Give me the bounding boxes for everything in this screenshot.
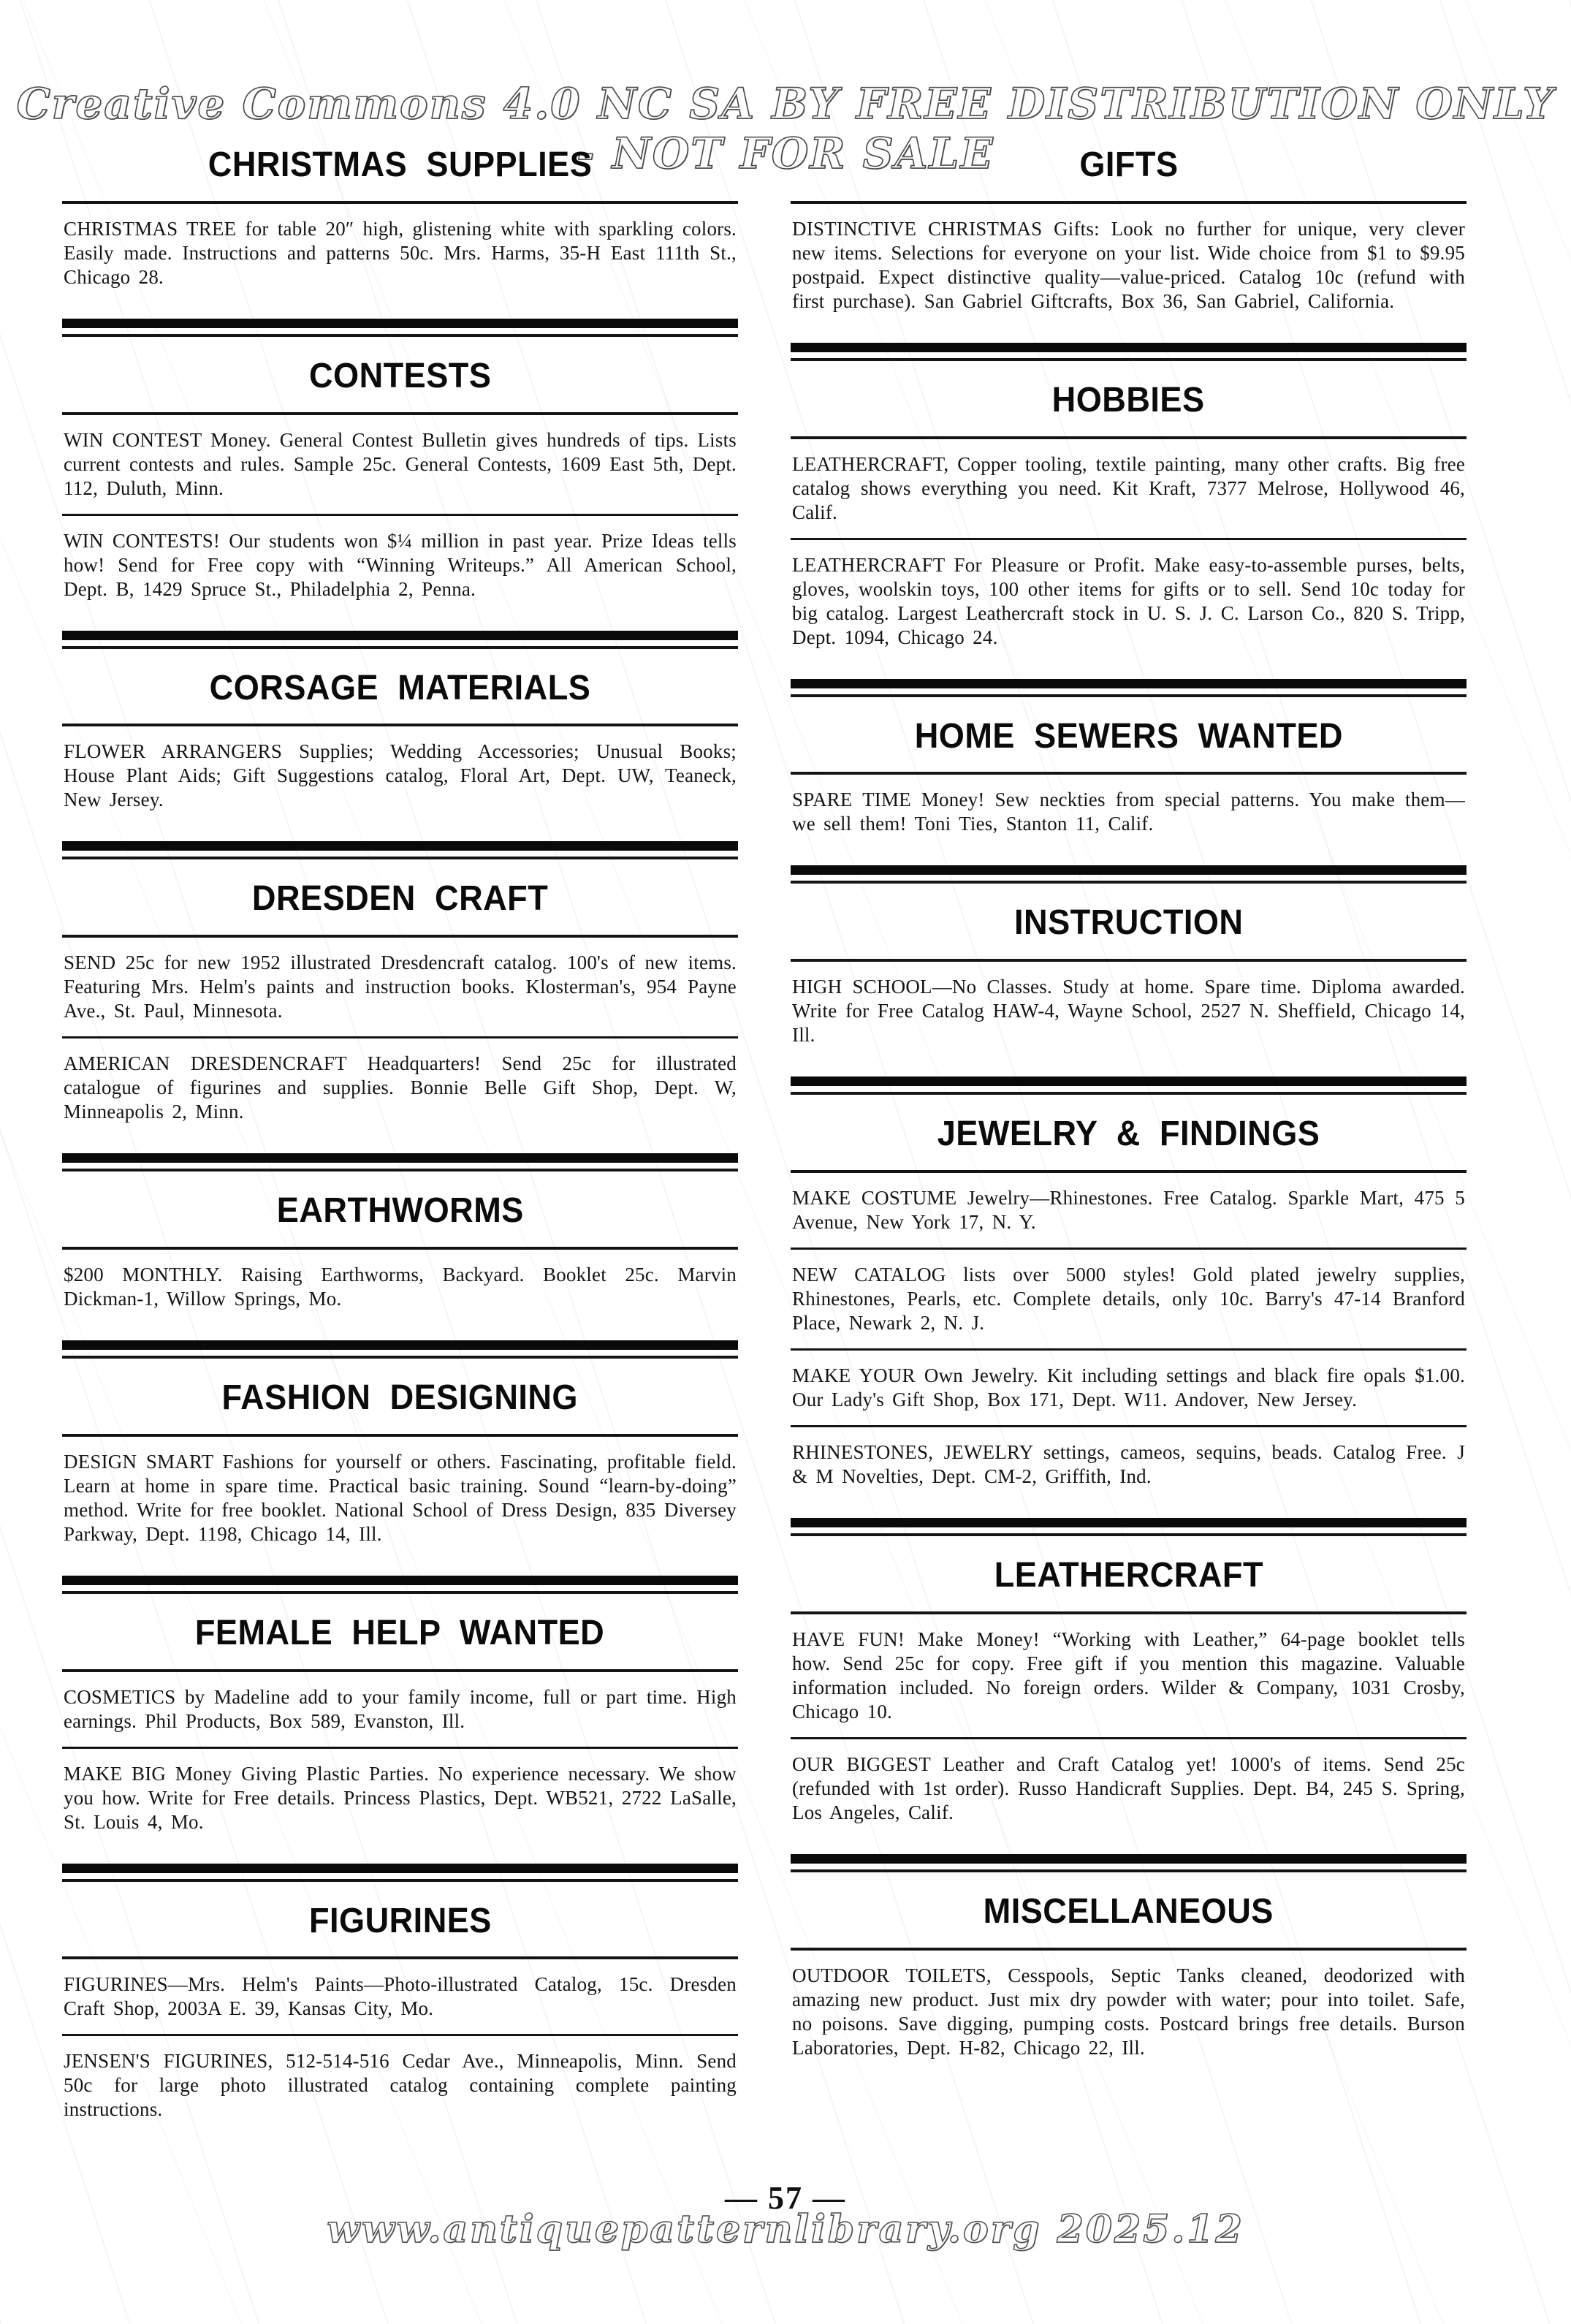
- divider-thin-rule: [62, 1169, 738, 1172]
- divider-thin-rule: [62, 646, 738, 649]
- section-title: FEMALE HELP WANTED: [195, 1613, 605, 1652]
- classified-section: [62, 841, 738, 1137]
- section-title: GIFTS: [1079, 145, 1179, 184]
- divider-thick-rule: [791, 1518, 1467, 1527]
- divider-thin-rule: [62, 857, 738, 859]
- section-divider: [791, 1076, 1467, 1095]
- classified-section: [791, 1518, 1467, 1838]
- ad-text: SPARE TIME Money! Sew neckties from special patterns. You make them—we sell them! Toni Ties, Stanton 11, Calif.: [792, 789, 1465, 835]
- divider-thick-rule: [791, 865, 1467, 875]
- ad-text: WIN CONTESTS! Our students won $¼ million in past year. Prize Ideas tells how! Send for Free copy with “Winning Writeups.” All American School, Dept. B, 1429 Spruce St., Philadelphia 2, Penna.: [62, 514, 738, 615]
- ad-list: [791, 775, 1467, 849]
- ad-text: FLOWER ARRANGERS Supplies; Wedding Accessories; Unusual Books; House Plant Aids; Gift Suggestions catalog, Floral Art, Dept. UW, Teaneck, New Jersey.: [64, 740, 737, 811]
- classified-section: [791, 679, 1467, 850]
- section-divider: [791, 1854, 1467, 1872]
- ad-list: [62, 204, 738, 303]
- ad-text: DISTINCTIVE CHRISTMAS Gifts: Look no further for unique, very clever new items. Selections for everyone on your list. Wide choice from $1 to $9.95 postpaid. Expect distinctive quality—value-priced. Catalog 10c (refund with first purchase). San Gabriel Giftcrafts, Box 36, San Gabriel, California.: [792, 217, 1465, 312]
- divider-thin-rule: [791, 1533, 1467, 1536]
- ad-text: CHRISTMAS TREE for table 20″ high, glistening white with sparkling colors. Easily made. Instructions and patterns 50c. Mrs. Harms, 35-H East 111th St., Chicago 28.: [64, 217, 737, 288]
- ad-list: [791, 962, 1467, 1060]
- ad-text: JENSEN'S FIGURINES, 512-514-516 Cedar Ave., Minneapolis, Minn. Send 50c for large photo illustrated catalog containing complete painting instructions.: [62, 2034, 738, 2135]
- classified-section: [62, 1153, 738, 1324]
- divider-thick-rule: [62, 841, 738, 851]
- divider-thick-rule: [62, 1576, 738, 1585]
- divider-thick-rule: [62, 631, 738, 640]
- classified-section: [62, 1864, 738, 2135]
- classified-section: [62, 146, 738, 303]
- ad-text: HAVE FUN! Make Money! “Working with Leather,” 64-page booklet tells how. Send 25c for copy. Free gift if you mention this magazine. Valuable information included. No foreign orders. Wilder & Company, 1031 Crosby, Chicago 10.: [792, 1628, 1465, 1723]
- ad-text: FIGURINES—Mrs. Helm's Paints—Photo-illustrated Catalog, 15c. Dresden Craft Shop, 2003A E. 39, Kansas City, Mo.: [64, 1973, 737, 2020]
- divider-thick-rule: [791, 679, 1467, 688]
- section-title: CORSAGE MATERIALS: [209, 668, 591, 707]
- section-divider: [791, 865, 1467, 884]
- ad-list: [62, 1437, 738, 1560]
- section-title: FIGURINES: [308, 1901, 492, 1940]
- column: [791, 143, 1467, 2135]
- section-title: DRESDEN CRAFT: [251, 879, 549, 919]
- section-divider: [791, 343, 1467, 361]
- footer-watermark: www.antiquepatternlibrary.org 2025.12: [327, 2207, 1244, 2252]
- divider-thick-rule: [62, 1340, 738, 1350]
- ad-list: [62, 1672, 738, 1848]
- ad-text: WIN CONTEST Money. General Contest Bulletin gives hundreds of tips. Lists current contests and rules. Sample 25c. General Contests, 1609 East 5th, Dept. 112, Duluth, Minn.: [64, 428, 737, 499]
- ad-list: [791, 1614, 1467, 1838]
- divider-thick-rule: [791, 1076, 1467, 1086]
- divider-thin-rule: [62, 334, 738, 337]
- section-title: HOBBIES: [1052, 380, 1205, 419]
- section-title: JEWELRY & FINDINGS: [937, 1114, 1320, 1154]
- divider-thick-rule: [62, 1153, 738, 1163]
- ad-list: [62, 726, 738, 825]
- license-watermark: Creative Commons 4.0 NC SA BY FREE DISTRIBUTION ONLY - NOT FOR SALE: [16, 79, 1555, 178]
- classified-section: [791, 146, 1467, 327]
- section-title: MISCELLANEOUS: [983, 1891, 1274, 1931]
- section-divider: [791, 679, 1467, 697]
- divider-thin-rule: [62, 1879, 738, 1882]
- ad-text: $200 MONTHLY. Raising Earthworms, Backyard. Booklet 25c. Marvin Dickman-1, Willow Springs, Mo.: [64, 1263, 737, 1310]
- classified-section: [62, 1576, 738, 1848]
- section-divider: [62, 1864, 738, 1882]
- ad-text: OUR BIGGEST Leather and Craft Catalog yet! 1000's of items. Send 25c (refunded with 1st order). Russo Handicraft Supplies. Dept. B4, 245 S. Spring, Los Angeles, Calif.: [791, 1737, 1467, 1838]
- ad-text: HIGH SCHOOL—No Classes. Study at home. Spare time. Diploma awarded. Write for Free Catalog HAW-4, Wayne School, 2527 N. Sheffield, Chicago 14, Ill.: [792, 976, 1465, 1047]
- section-divider: [62, 841, 738, 859]
- divider-thick-rule: [791, 343, 1467, 352]
- section-title: HOME SEWERS WANTED: [914, 716, 1343, 756]
- section-title: LEATHERCRAFT: [994, 1555, 1263, 1595]
- section-title: CHRISTMAS SUPPLIES: [208, 145, 593, 184]
- ad-list: [791, 1173, 1467, 1502]
- classified-section: [62, 631, 738, 826]
- ad-text: LEATHERCRAFT For Pleasure or Profit. Make easy-to-assemble purses, belts, gloves, woolskin toys, 100 other items for gifts or to sell. Send 10c today for big catalog. Largest Leathercraft stock in U. S. J. C. Larson Co., 820 S. Tripp, Dept. 1094, Chicago 24.: [791, 538, 1467, 663]
- section-title: FASHION DESIGNING: [221, 1378, 579, 1417]
- ad-text: COSMETICS by Madeline add to your family income, full or part time. High earnings. Phil Products, Box 589, Evanston, Ill.: [64, 1685, 737, 1732]
- ad-text: MAKE COSTUME Jewelry—Rhinestones. Free Catalog. Sparkle Mart, 475 5 Avenue, New York 17, N. Y.: [792, 1186, 1465, 1233]
- section-title: INSTRUCTION: [1013, 903, 1244, 943]
- divider-thin-rule: [791, 1869, 1467, 1872]
- ad-list: [791, 204, 1467, 327]
- section-divider: [62, 1153, 738, 1172]
- divider-thick-rule: [791, 1854, 1467, 1864]
- divider-thin-rule: [791, 1092, 1467, 1095]
- section-divider: [62, 631, 738, 649]
- divider-thin-rule: [791, 358, 1467, 361]
- classified-section: [791, 343, 1467, 663]
- divider-thin-rule: [62, 1591, 738, 1594]
- ad-list: [791, 1951, 1467, 2073]
- divider-thin-rule: [791, 694, 1467, 697]
- page-number: — 57 —: [725, 2180, 846, 2216]
- ad-text: AMERICAN DRESDENCRAFT Headquarters! Send 25c for illustrated catalogue of figurines and supplies. Bonnie Belle Gift Shop, Dept. W, Minneapolis 2, Minn.: [62, 1036, 738, 1137]
- ad-text: NEW CATALOG lists over 5000 styles! Gold plated jewelry supplies, Rhinestones, Pearls, etc. Complete details, only 10c. Barry's 47-14 Branford Place, Newark 2, N. J.: [791, 1248, 1467, 1348]
- column: [62, 143, 738, 2135]
- section-divider: [62, 1576, 738, 1594]
- section-divider: [62, 1340, 738, 1359]
- columns: [62, 143, 1467, 2135]
- ad-list: [62, 415, 738, 615]
- section-title: CONTESTS: [308, 356, 492, 395]
- classified-section: [791, 865, 1467, 1060]
- ad-list: [62, 938, 738, 1137]
- ad-text: OUTDOOR TOILETS, Cesspools, Septic Tanks cleaned, deodorized with amazing new product. Just mix dry powder with water; pour into toilet. Safe, no poisons. Save digging, pumping costs. Postcard brings free details. Burson Laboratories, Dept. H-82, Chicago 22, Ill.: [792, 1964, 1465, 2059]
- ad-text: MAKE YOUR Own Jewelry. Kit including settings and black fire opals $1.00. Our Lady's Gift Shop, Box 171, Dept. W11. Andover, New Jersey.: [791, 1348, 1467, 1425]
- section-divider: [791, 1518, 1467, 1536]
- section-divider: [62, 319, 738, 337]
- ad-text: MAKE BIG Money Giving Plastic Parties. No experience necessary. We show you how. Write for Free details. Princess Plastics, Dept. WB521, 2722 LaSalle, St. Louis 4, Mo.: [62, 1747, 738, 1848]
- classified-section: [791, 1076, 1467, 1502]
- ad-list: [62, 1959, 738, 2135]
- ad-text: SEND 25c for new 1952 illustrated Dresdencraft catalog. 100's of new items. Featuring Mrs. Helm's paints and instruction books. Klosterman's, 954 Payne Ave., St. Paul, Minnesota.: [64, 952, 737, 1022]
- classified-section: [62, 1340, 738, 1560]
- ad-text: DESIGN SMART Fashions for yourself or others. Fascinating, profitable field. Learn at home in spare time. Practical basic training. Sound “learn-by-doing” method. Write for free booklet. National School of Dress Design, 835 Diversey Parkway, Dept. 1198, Chicago 14, Ill.: [64, 1450, 737, 1545]
- divider-thick-rule: [62, 1864, 738, 1873]
- classified-section: [62, 319, 738, 615]
- ad-list: [791, 439, 1467, 663]
- divider-thin-rule: [791, 881, 1467, 884]
- classified-section: [791, 1854, 1467, 2073]
- section-title: EARTHWORMS: [276, 1191, 524, 1231]
- ad-list: [62, 1250, 738, 1324]
- divider-thin-rule: [62, 1356, 738, 1359]
- ad-text: RHINESTONES, JEWELRY settings, cameos, sequins, beads. Catalog Free. J & M Novelties, Dept. CM-2, Griffith, Ind.: [791, 1425, 1467, 1502]
- ad-text: LEATHERCRAFT, Copper tooling, textile painting, many other crafts. Big free catalog shows everything you need. Kit Kraft, 7377 Melrose, Hollywood 46, Calif.: [792, 452, 1465, 523]
- divider-thick-rule: [62, 319, 738, 328]
